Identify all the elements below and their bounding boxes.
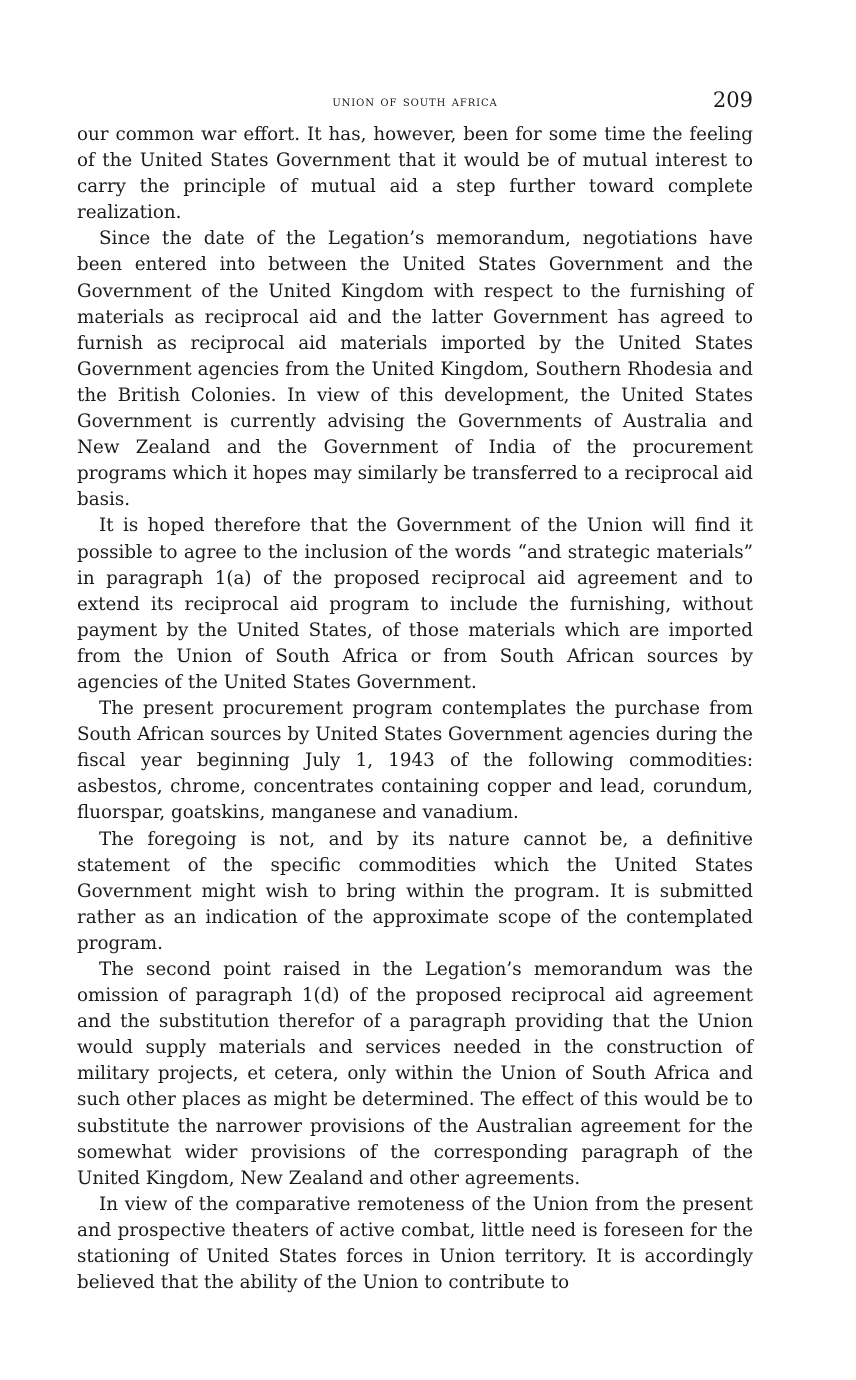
paragraph: The second point raised in the Legation’s memorandum was the omission of paragraph 1(d) of the proposed reciprocal aid agreement and the substitution therefor of a paragraph providing that the Union would supply materials and services needed in the construction of military projects, et cetera, only within the Union of South Africa and such other places as might be determined. The effect of this would be to substitute the narrower provisions of the Australian agreement for the somewhat wider provisions of the corresponding paragraph of the United Kingdom, New Zealand and other agreements. xyxy=(77,959,753,1189)
body-text xyxy=(77,122,753,1296)
paragraph: The foregoing is not, and by its nature cannot be, a definitive statement of the specific commodities which the United States Government might wish to bring within the program. It is submitted rather as an indication of the approximate scope of the contemplated program. xyxy=(77,828,753,954)
paragraph-continued: our common war effort. It has, however, been for some time the feeling of the United States Government that it would be of mutual interest to carry the principle of mutual aid a step further toward complete realization. xyxy=(77,124,753,224)
paragraph: It is hoped therefore that the Government of the Union will find it possible to agree to the inclusion of the words “and strategic materials” in paragraph 1(a) of the proposed reciprocal aid agreement and to extend its reciprocal aid program to include the furnishing, without payment by the United States, of those materials which are imported from the Union of South Africa or from South African sources by agencies of the United States Government. xyxy=(77,515,753,693)
document-page xyxy=(77,88,753,1296)
paragraph: Since the date of the Legation’s memorandum, negotiations have been entered into between the United States Government and the Government of the United Kingdom with respect to the furnishing of materials as reciprocal aid and the latter Government has agreed to furnish as reciprocal aid materials imported by the United States Government agencies from the United Kingdom, Southern Rhodesia and the British Colonies. In view of this development, the United States Government is currently advising the Governments of Australia and New Zealand and the Government of India of the procurement programs which it hopes may similarly be transferred to a reciprocal aid basis. xyxy=(77,228,753,511)
running-title: union of south africa xyxy=(332,94,498,110)
paragraph: The present procurement program contemplates the purchase from South African sources by United States Government agencies during the fiscal year beginning July 1, 1943 of the following commodities: asbestos, chrome, concentrates containing copper and lead, corundum, fluorspar, goatskins, manganese and vanadium. xyxy=(77,698,753,824)
running-head xyxy=(77,88,753,122)
paragraph: In view of the comparative remoteness of the Union from the present and prospective theaters of active combat, little need is foreseen for the stationing of United States forces in Union territory. It is accordingly believed that the ability of the Union to contribute to xyxy=(77,1193,753,1294)
page-number: 209 xyxy=(712,88,753,112)
